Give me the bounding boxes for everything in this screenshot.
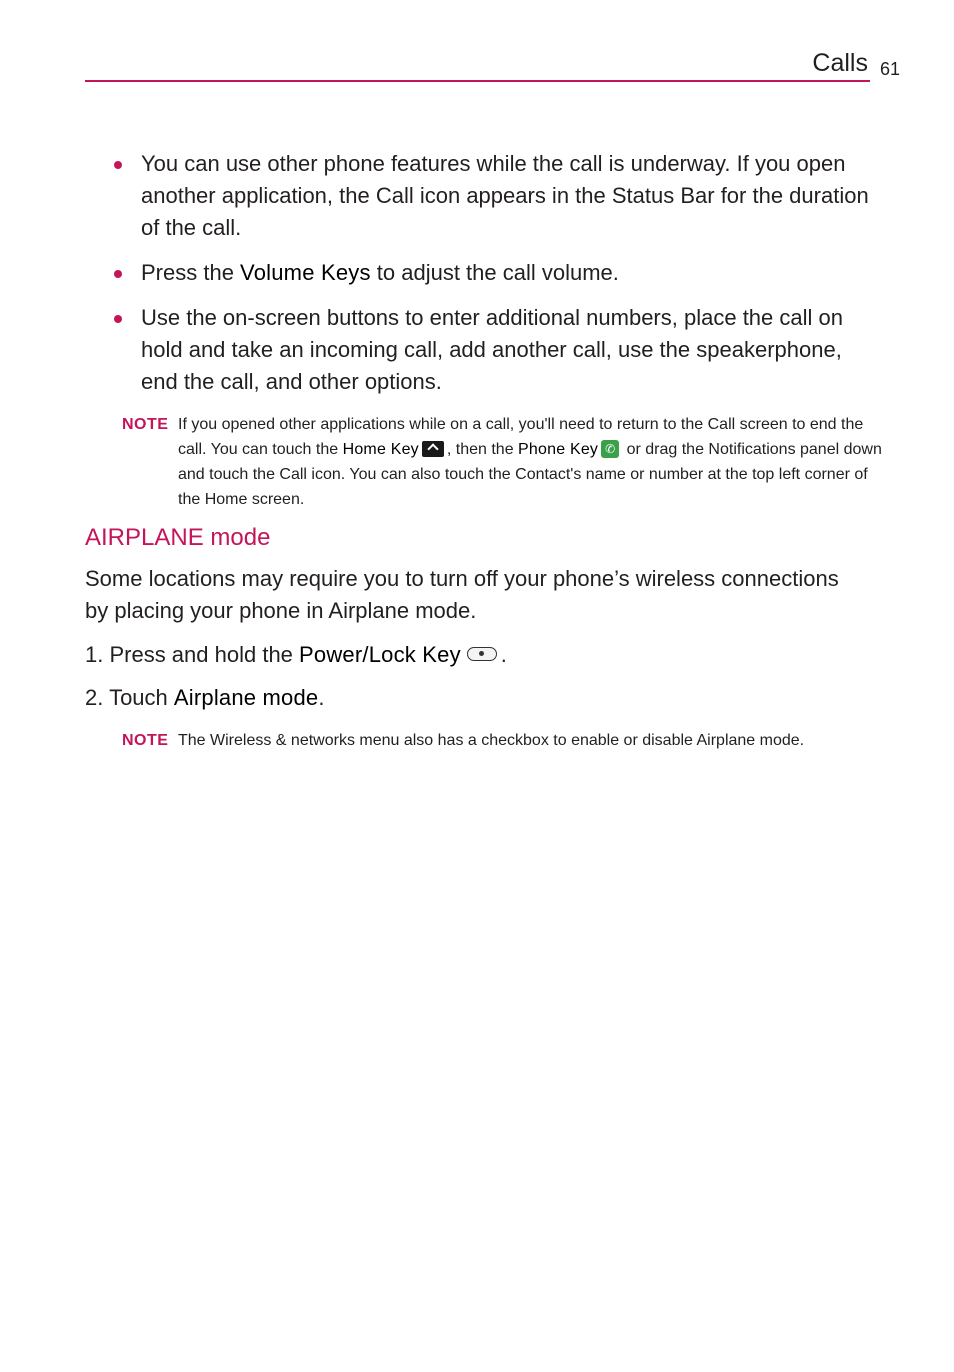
phone-key-label: Phone Key [518,441,599,458]
phone-key-icon: ✆ [601,440,619,458]
bullet-dot-icon [114,161,122,169]
step-2 [85,683,324,713]
step-text: . [318,685,325,710]
bullet-dot-icon [114,315,122,323]
header-divider [85,80,870,82]
power-lock-key-icon [467,647,497,661]
bullet-text-post: to adjust the call volume. [370,260,619,285]
step-1 [85,640,507,670]
step-text: . [500,642,507,667]
note-text: If you opened other applications while on a call, you'll need to return to the Call screen to end the call. You can touch the [178,416,864,458]
note-call-screen [122,412,882,512]
section-title: Calls [812,49,868,77]
bullet-item [110,148,870,244]
section-intro: Some locations may require you to turn off your phone’s wireless connections by placing your phone in Airplane mode. [85,566,839,623]
power-lock-key-label: Power/Lock Key [299,642,461,667]
bullet-text-pre: Press the [141,260,241,285]
note-text: , then the [446,441,519,458]
note-body [178,412,882,512]
home-key-icon [422,441,444,457]
bullet-list [110,148,870,411]
bullet-text: Use the on-screen buttons to enter additional numbers, place the call on hold and take an incoming call, add another call, use the speakerphone, end the call, and other options. [141,305,843,394]
note-text: or drag the Notifications panel down and touch the Call icon. You can also touch the Contact's name or number at the top left corner of the Home screen. [178,441,882,508]
note-label: NOTE [122,416,169,433]
note-label: NOTE [122,732,169,749]
home-key-label: Home Key [342,441,419,458]
volume-keys-label: Volume Keys [240,260,371,285]
bullet-item [110,257,870,289]
step-text: 2. Touch [85,685,174,710]
bullet-dot-icon [114,270,122,278]
step-text: 1. Press and hold the [85,642,300,667]
bullet-item [110,302,870,398]
bullet-text: You can use other phone features while the call is underway. If you open another application, the Call icon appears in the Status Bar for the duration of the call. [141,151,869,240]
section-heading: AIRPLANE mode [85,524,271,551]
note-airplane [122,728,882,753]
note-body: The Wireless & networks menu also has a checkbox to enable or disable Airplane mode. [178,732,805,749]
airplane-mode-label: Airplane mode [173,685,319,710]
page-number: 61 [880,59,901,79]
